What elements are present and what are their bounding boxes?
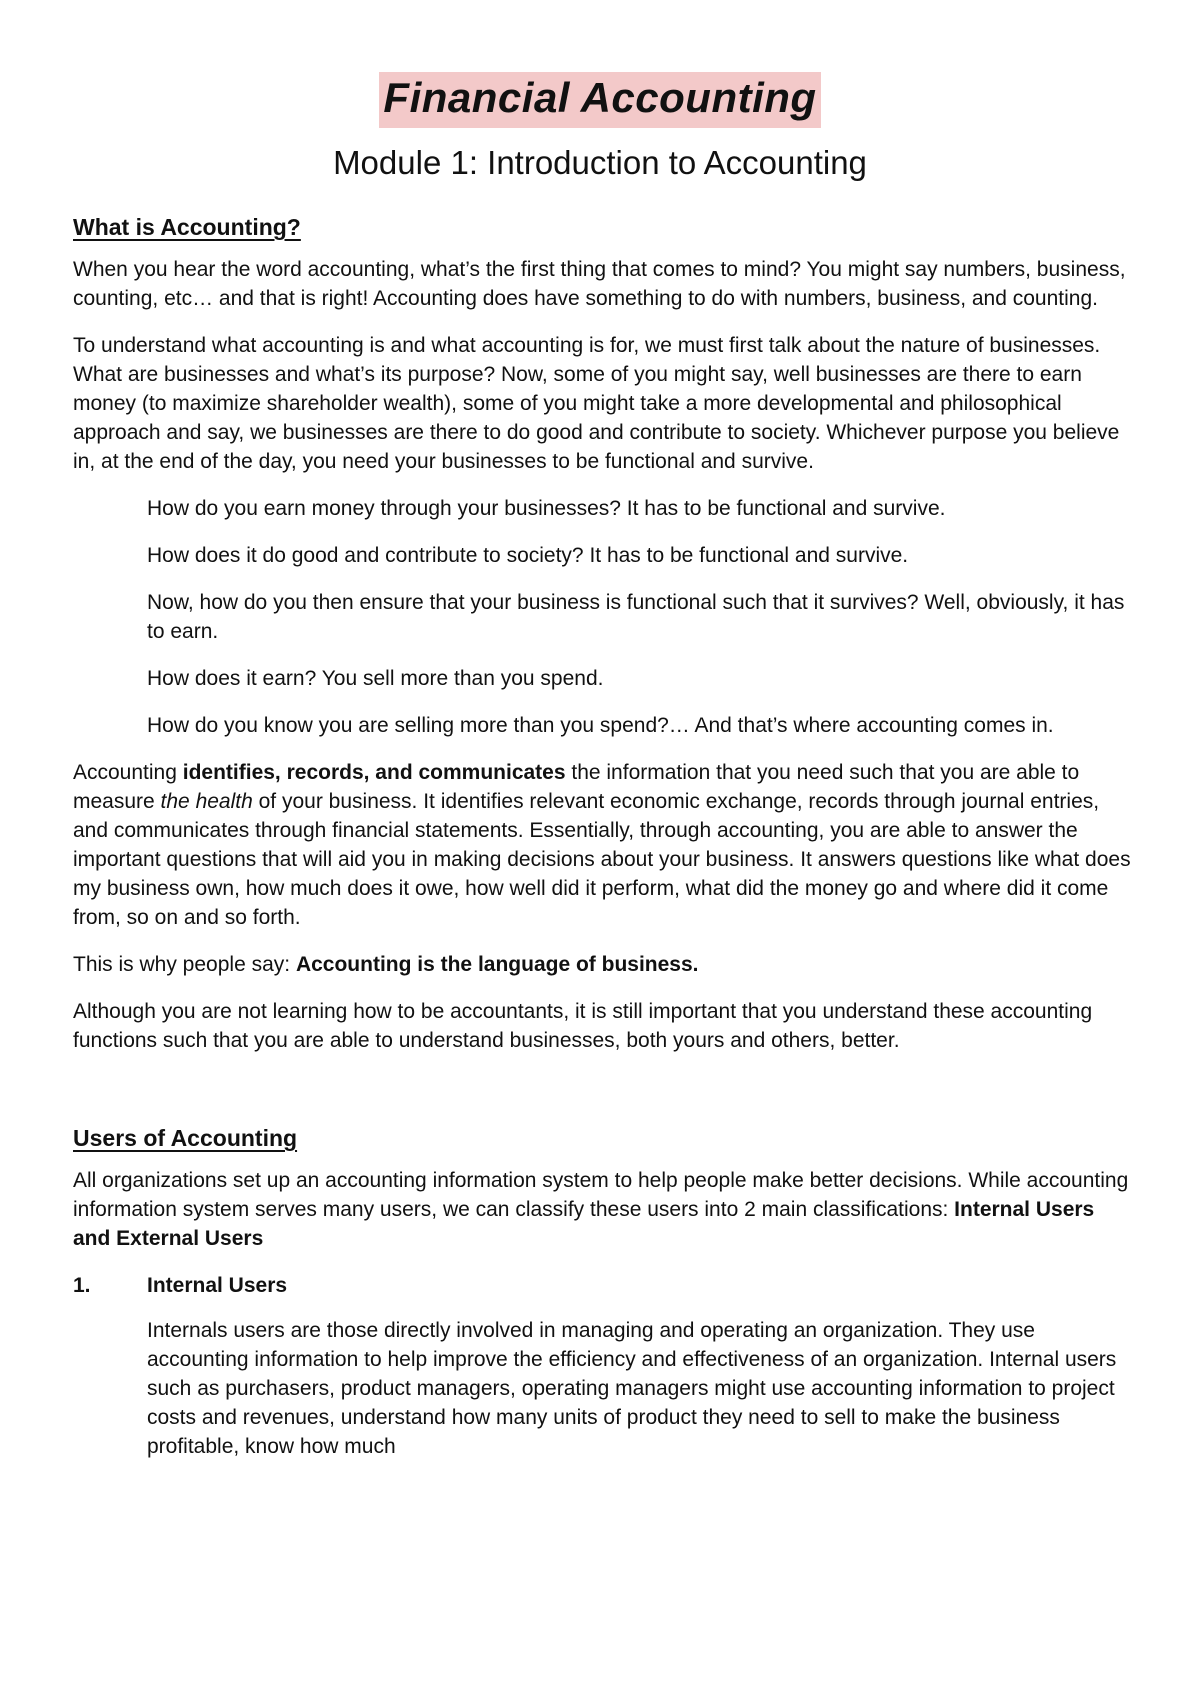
indented-question: How does it do good and contribute to society? It has to be functional and survive.: [147, 544, 909, 567]
list-item-text: Internals users are those directly involved in managing and operating an organization. They use accounting information to help improve the efficiency and effectiveness of an organization. Internal users such as purchasers, product managers, operating managers might use accounting information to project costs and revenues, understand how many units of product they need to sell to make the business profitable, know how much: [147, 1319, 1117, 1458]
indented-question: Now, how do you then ensure that your business is functional such that it survives? Well, obviously, it has to earn.: [147, 591, 1125, 643]
text-run: of your business. It identifies relevant economic exchange, records through journal entries, and communicates through financial statements. Essentially, through accounting, you are able to answer the important questions that will aid you in making decisions about your business. It answers questions like what does my business own, how much does it owe, how well did it perform, what did the money go and where did it come from, so on and so forth.: [73, 790, 1131, 929]
paragraph: Although you are not learning how to be accountants, it is still important that you understand these accounting functions such that you are able to understand businesses, both yours and others, better.: [73, 1000, 1093, 1052]
spacer: [73, 1073, 1133, 1125]
list-item-internal-users: [73, 1271, 1133, 1300]
paragraph-language-of-business: [73, 950, 1133, 979]
paragraph: When you hear the word accounting, what’s the first thing that comes to mind? You might say numbers, business, counting, etc… and that is right! Accounting does have something to do with numbers, business, and counting.: [73, 258, 1126, 310]
paragraph-users-intro: [73, 1166, 1133, 1253]
document-title: Financial Accounting: [379, 72, 820, 128]
document-subtitle: Module 1: Introduction to Accounting: [333, 144, 867, 181]
indented-question: How do you know you are selling more than you spend?… And that’s where accounting comes in.: [147, 714, 1054, 737]
text-run: Accounting: [73, 761, 183, 784]
list-item-title: Internal Users: [147, 1274, 288, 1297]
section-heading-what-is-accounting: What is Accounting?: [73, 214, 301, 240]
bold-text: Accounting is the language of business.: [295, 953, 699, 976]
bold-text: identifies, records, and communicates: [182, 761, 566, 784]
paragraph-accounting-definition: [73, 758, 1133, 932]
document-body: [73, 214, 1133, 1479]
bold-text: Internal Users and External Users: [73, 1198, 1095, 1250]
title-container: [0, 72, 1200, 128]
italic-text: the health: [160, 790, 253, 813]
text-run: All organizations set up an accounting information system to help people make better decisions. While accounting information system serves many users, we can classify these users into 2 main classifications:: [73, 1169, 1129, 1221]
indented-question: How does it earn? You sell more than you spend.: [147, 667, 604, 690]
text-run: the information that you need such that you are able to measure: [73, 761, 1080, 813]
text-run: This is why people say:: [73, 953, 296, 976]
indented-question: How do you earn money through your businesses? It has to be functional and survive.: [147, 497, 946, 520]
list-number: 1.: [73, 1274, 91, 1297]
paragraph: To understand what accounting is and what accounting is for, we must first talk about the nature of businesses. What are businesses and what’s its purpose? Now, some of you might say, well businesses are there to earn money (to maximize shareholder wealth), some of you might take a more developmental and philosophical approach and say, we businesses are there to do good and contribute to society. Whichever purpose you believe in, at the end of the day, you need your businesses to be functional and survive.: [73, 334, 1120, 473]
section-heading-users-of-accounting: Users of Accounting: [73, 1125, 298, 1151]
